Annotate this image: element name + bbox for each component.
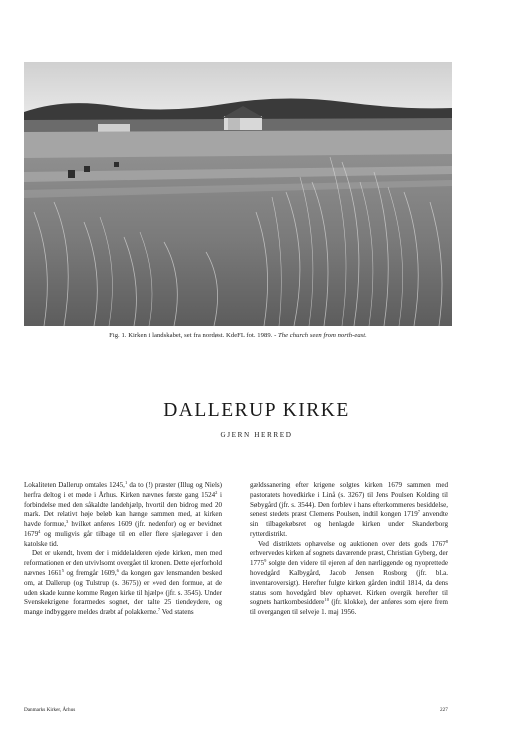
footnote-marker: 6 — [116, 568, 119, 574]
footnote-marker: 8 — [445, 538, 448, 544]
text-segment: og fremgår 1609, — [63, 569, 117, 578]
footnote-marker: 10 — [324, 597, 329, 603]
landscape-photo — [24, 62, 452, 326]
caption-english: The church seen from north-east. — [278, 332, 367, 339]
text-segment: Ved distriktets ophævelse og auktionen over dets gods 1767 — [258, 539, 446, 548]
text-segment: Ved statens — [160, 608, 194, 617]
footnote-marker: 7 — [157, 607, 161, 613]
footnote-marker: 4 — [38, 528, 41, 534]
footnote-marker: 5 — [61, 568, 64, 574]
footnote-marker: 1 — [124, 480, 128, 485]
right-text-column — [250, 481, 448, 618]
text-segment: i forbindelse med den såkaldte landehjælp, hvortil den bidrog med 20 mark. Det relativt høje beløb kan hænge sammen med, at kirken havde formue, — [24, 490, 222, 529]
page-number: 227 — [440, 707, 448, 713]
text-segment: (jfr. klokke), der anføres som ejere frem til overgangen til selveje 1. maj 1956. — [250, 598, 448, 617]
text-segment: hvilket anføres 1609 (jfr. nedenfor) og er bevidnet 1679 — [24, 520, 223, 538]
text-segment: og muligvis går tilbage til en eller flere sjælegaver i den katolske tid. — [24, 529, 222, 548]
text-segment: solgte den videre til ejeren af den nærliggende og nyoprettede hovedgård Kalbygård, Jacob Jensen Rosborg (jfr. bl.a. inventaroversigt). Herefter fulgte kirken gården indtil 1814, da dens status som hovedgård blev ophævet. Kirken overgik herefter til sognets hartkornbesiddere — [250, 559, 448, 607]
body-paragraph — [250, 540, 448, 618]
church-landscape-image — [24, 62, 452, 326]
body-paragraph — [24, 481, 222, 549]
text-segment: Lokaliteten Dallerup omtales 1245, — [24, 481, 125, 489]
text-segment: da to (!) præster (Illug og Niels) herfra deltog i et møde i Århus. Kirken nævnes første gang 1524 — [24, 481, 222, 499]
left-text-column — [24, 481, 222, 618]
text-segment: da kongen gav lensmanden besked om, at Dallerup (og Tulstrup (s. 3675)) er »ved den formue, at de uden skade kunne komme Røgen kirke til hjælp« (jfr. s. 3545). Under Svenskekrigene forarmedes sognet, der talte 25 tiendeydere, og mange indbyggere meldes dræbt af polakkerne. — [24, 569, 223, 617]
footer-publication: Danmarks Kirker, Århus — [24, 707, 76, 713]
text-segment: erhvervedes kirken af sognets daværende præst, Christian Gyberg, der 1775 — [250, 549, 448, 568]
page-subtitle: GJERN HERRED — [220, 431, 293, 439]
footnote-marker: 3 — [66, 519, 69, 525]
body-paragraph — [250, 481, 448, 540]
footnote-marker: 2 — [215, 489, 218, 495]
text-segment: Det er ukendt, hvem der i middelalderen ejede kirken, men med reformationen er den utvivlsomt overgået til kronen. Dette ejerforhold nævnes 1661 — [24, 549, 222, 578]
text-segment: anvendte sin tilbagekøbsret og henlagde kirken under Skanderborg rytterdistrikt. — [250, 510, 448, 538]
figure-caption — [24, 332, 452, 339]
caption-danish: Fig. 1. Kirken i landskabet, set fra nordøst. KdeFL fot. 1989. - — [109, 332, 277, 339]
footnote-marker: 7 — [417, 509, 421, 515]
page-title: DALLERUP KIRKE — [163, 400, 350, 421]
body-paragraph — [24, 549, 222, 617]
footnote-marker: 9 — [264, 558, 267, 564]
text-segment: gældssanering efter krigene solgtes kirken 1679 sammen med pastoratets hovedkirke i Linå (s. 3267) til Jens Poulsen Kolding til Søbygård (jfr. s. 3544). Den forblev i hans efterkommeres besiddelse, senest stedets præst Clemens Poulsen, indtil kongen 1719 — [250, 481, 448, 519]
